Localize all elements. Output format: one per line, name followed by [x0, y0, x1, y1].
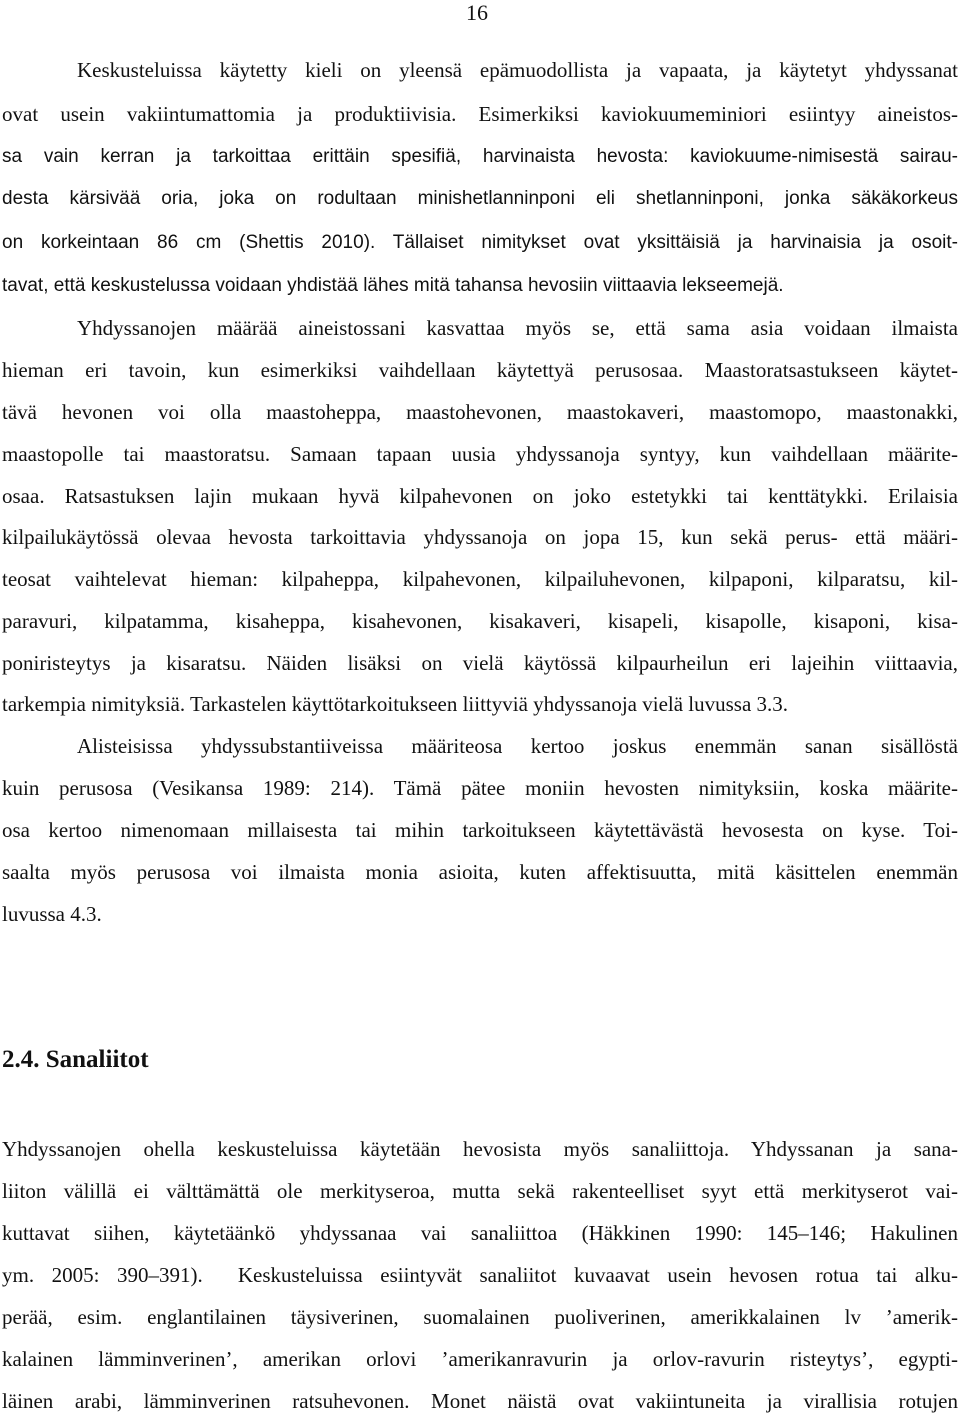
page-number: 16 [466, 0, 488, 25]
text-line: saalta myös perusosa voi ilmaista monia asioita, kuten affektisuutta, mitä käsittelen enemmän [2, 860, 958, 884]
text-line: teosat vaihtelevat hieman: kilpaheppa, kilpahevonen, kilpailuhevonen, kilpaponi, kilparatsu, kil- [2, 567, 958, 591]
text-line: läinen arabi, lämminverinen ratsuhevonen. Monet näistä ovat vakiintuneita ja virallisia rotujen [2, 1389, 958, 1413]
text-line: kilpailukäytössä olevaa hevosta tarkoittavia yhdyssanoja on jopa 15, kun sekä perus- että määri- [2, 525, 958, 549]
text-line: poniristeytys ja kisaratsu. Näiden lisäksi on vielä käytössä kilpaurheilun eri lajeihin viittaavia, [2, 651, 958, 675]
text-line: kuin perusosa (Vesikansa 1989: 214). Tämä pätee moniin hevosten nimityksiin, koska määrite- [2, 776, 958, 800]
text-line: Alisteisissa yhdyssubstantiiveissa määriteosa kertoo joskus enemmän sanan sisällöstä [77, 734, 958, 758]
text-line: tavat, että keskustelussa voidaan yhdistää lähes mitä tahansa hevosiin viittaavia lekseemejä. [2, 275, 784, 296]
text-line: ym. 2005: 390–391). Keskusteluissa esiintyvät sanaliitot kuvaavat usein hevosen rotua tai alku- [2, 1263, 958, 1287]
text-line: paravuri, kilpatamma, kisaheppa, kisahevonen, kisakaveri, kisapeli, kisapolle, kisaponi, kisa- [2, 609, 958, 633]
text-line: tävä hevonen voi olla maastoheppa, maastohevonen, maastokaveri, maastomopo, maastonakki, [2, 400, 958, 424]
text-line: kalainen lämminverinen’, amerikan orlovi ’amerikanravurin ja orlov-ravurin risteytys’, egypti- [2, 1347, 958, 1371]
text-line: desta kärsivää oria, joka on rodultaan minishetlanninponi eli shetlanninponi, jonka säkäkorkeus [2, 188, 958, 209]
text-line: osa kertoo nimenomaan millaisesta tai mihin tarkoitukseen käytettävästä hevosesta on kyse. Toi- [2, 818, 958, 842]
text-line: luvussa 4.3. [2, 902, 102, 926]
text-line: tarkempia nimityksiä. Tarkastelen käyttötarkoitukseen liittyviä yhdyssanoja vielä luvussa 3.3. [2, 692, 789, 716]
text-line: Yhdyssanojen määrää aineistossani kasvattaa myös se, että sama asia voidaan ilmaista [77, 316, 958, 340]
text-line: maastopolle tai maastoratsu. Samaan tapaan uusia yhdyssanoja syntyy, kun vaihdellaan määrite- [2, 442, 958, 466]
text-line: sa vain kerran ja tarkoittaa erittäin spesifiä, harvinaista hevosta: kaviokuume-nimisestä sairau- [2, 146, 958, 167]
text-line: Keskusteluissa käytetty kieli on yleensä epämuodollista ja vapaata, ja käytetyt yhdyssanat [77, 58, 958, 82]
text-line: perää, esim. englantilainen täysiverinen, suomalainen puoliverinen, amerikkalainen lv ’amerik- [2, 1305, 958, 1329]
section-heading: 2.4. Sanaliitot [2, 1046, 149, 1073]
text-line: on korkeintaan 86 cm (Shettis 2010). Tällaiset nimitykset ovat yksittäisiä ja harvinaisia ja osoit- [2, 232, 958, 253]
text-line: hieman eri tavoin, kun esimerkiksi vaihdellaan käytettyä perusosaa. Maastoratsastukseen käytet- [2, 358, 958, 382]
text-line: osaa. Ratsastuksen lajin mukaan hyvä kilpahevonen on joko estetykki tai kenttätykki. Erilaisia [2, 484, 958, 508]
text-line: kuttavat siihen, käytetäänkö yhdyssanaa vai sanaliittoa (Häkkinen 1990: 145–146; Hakulinen [2, 1221, 958, 1245]
text-line: liiton välillä ei välttämättä ole merkityseroa, mutta sekä rakenteelliset syyt että merkityserot vai- [2, 1179, 958, 1203]
text-line: ovat usein vakiintumattomia ja produktiivisia. Esimerkiksi kaviokuumeminiori esiintyy aineistos- [2, 102, 958, 126]
text-line: Yhdyssanojen ohella keskusteluissa käytetään hevosista myös sanaliittoja. Yhdyssanan ja sana- [2, 1137, 958, 1161]
